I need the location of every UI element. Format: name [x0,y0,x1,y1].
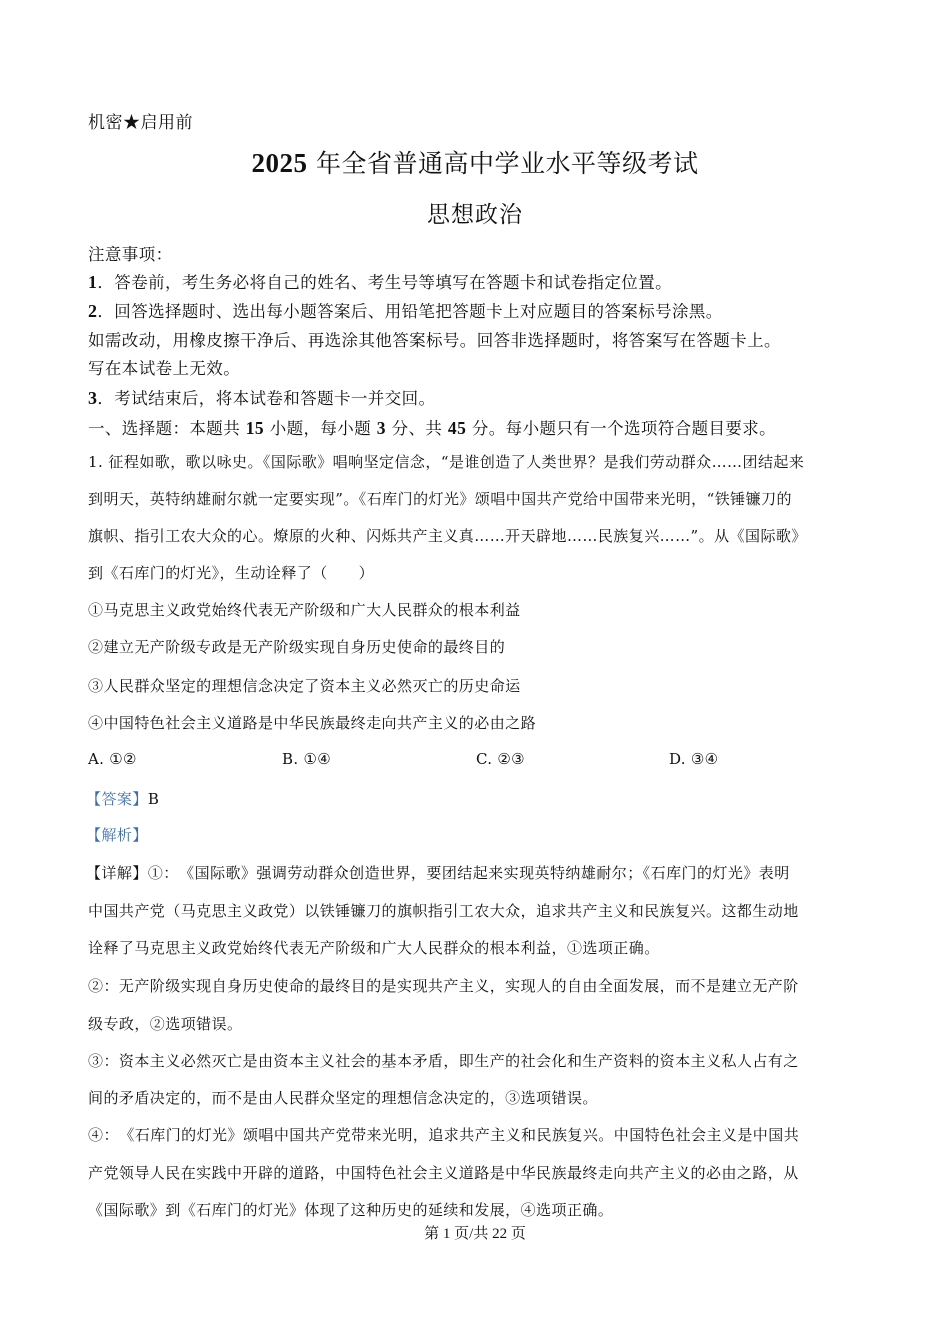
statement-1: ①马克思主义政党始终代表无产阶级和广大人民群众的根本利益 [88,601,521,619]
footer-text: 第 [424,1226,443,1242]
exam-year: 2025 [251,148,308,178]
question-count: 15 [245,418,265,438]
notice-item-2-cont2 [88,355,240,379]
notice-item-2 [88,298,723,322]
section-text: 小题，每小题 [264,419,377,438]
notice-item-text: ．答卷前，考生务必将自己的姓名、考生号等填写在答题卡和试卷指定位置。 [97,273,673,292]
total-points: 45 [447,418,467,438]
detail-line: 《国际歌》到《石库门的灯光》体现了这种历史的延续和发展，④选项正确。 [88,1201,614,1219]
notice-heading: 注意事项： [88,245,173,264]
question-stem-line: 旗帜、指引工农大众的心。燎原的火种、闪烁共产主义真……开天辟地……民族复兴……”。从《国际歌》 [88,527,807,545]
detail-line: 诠释了马克思主义政党始终代表无产阶级和广大人民群众的根本利益，①选项正确。 [88,939,660,957]
statement-2: ②建立无产阶级专政是无产阶级实现自身历史使命的最终目的 [88,638,506,656]
notice-item-1 [88,269,672,293]
statement-3: ③人民群众坚定的理想信念决定了资本主义必然灭亡的历史命运 [88,677,521,695]
notice-item-text: 如需改动，用橡皮擦干净后、再选涂其他答案标号。回答非选择题时，将答案写在答题卡上。 [88,331,781,350]
detail-line: 级专政，②选项错误。 [88,1015,243,1033]
notice-item-3 [88,385,435,409]
detail-line: ③：资本主义必然灭亡是由资本主义社会的基本矛盾，即生产的社会化和生产资料的资本主义私人占有之 [88,1052,799,1070]
notice-number: 3 [88,388,98,408]
option-d: D. ③④ [669,750,719,768]
option-a: A. ①② [88,750,137,768]
detail-text: ①： 《国际歌》强调劳动群众创造世界，要团结起来实现英特纳雄耐尔；《石库门的灯光》表明 [147,864,790,882]
detail-tag: 【详解】 [86,864,148,882]
notice-number: 2 [88,301,98,321]
question-stem-line: 到明天，英特纳雄耐尔就一定要实现”。《石库门的灯光》颂唱中国共产党给中国带来光明，“铁锤镰刀的 [88,490,792,508]
exam-title-text: 年全省普通高中学业水平等级考试 [307,149,699,178]
current-page: 1 [442,1226,451,1242]
exam-title [0,144,950,180]
detail-line [86,862,790,883]
detail-line: 产党领导人民在实践中开辟的道路，中国特色社会主义道路是中华民族最终走向共产主义的必由之路，从 [88,1164,799,1182]
confidential-label: 机密★启用前 [88,113,193,133]
total-pages: 22 [492,1226,508,1242]
notice-item-text: ．回答选择题时、选出每小题答案后、用铅笔把答题卡上对应题目的答案标号涂黑。 [97,302,723,321]
notice-item-2-cont [88,327,781,351]
points-each: 3 [376,418,386,438]
subject-title: 思想政治 [427,202,523,228]
option-c: C. ②③ [476,750,525,768]
footer-text: 页/共 [450,1226,493,1242]
notice-number: 1 [88,272,98,292]
analysis-tag: 【解析】 [86,826,148,844]
question-stem-line: 1. 征程如歌，歌以咏史。《国际歌》唱响坚定信念，“是谁创造了人类世界？是我们劳动群众……团结起来 [88,453,805,471]
detail-line: ②：无产阶级实现自身历史使命的最终目的是实现共产主义，实现人的自由全面发展，而不是建立无产阶 [88,977,799,995]
notice-item-text: 写在本试卷上无效。 [88,359,241,378]
section-text: 分、共 [385,419,448,438]
answer-line [86,788,159,809]
section-text: 分。每小题只有一个选项符合题目要求。 [466,419,777,438]
detail-line: ④： 《石库门的灯光》颂唱中国共产党带来光明，追求共产主义和民族复兴。中国特色社会主义是中国共 [88,1126,800,1144]
section-text: 一、选择题：本题共 [88,419,246,438]
statement-4: ④中国特色社会主义道路是中华民族最终走向共产主义的必由之路 [88,714,537,732]
section-heading [88,415,776,439]
question-stem-line: 到《石库门的灯光》，生动诠释了（ ） [88,564,375,582]
answer-value: B [147,790,160,808]
option-b: B. ①④ [282,750,331,768]
footer-text: 页 [507,1226,526,1242]
detail-line: 中国共产党（马克思主义政党）以铁锤镰刀的旗帜指引工农大众，追求共产主义和民族复兴。这都生动地 [88,902,799,920]
detail-line: 间的矛盾决定的，而不是由人民群众坚定的理想信念决定的，③选项错误。 [88,1089,598,1107]
notice-item-text: ．考试结束后，将本试卷和答题卡一并交回。 [97,389,436,408]
answer-tag: 【答案】 [86,790,148,808]
page-footer [0,1222,950,1243]
